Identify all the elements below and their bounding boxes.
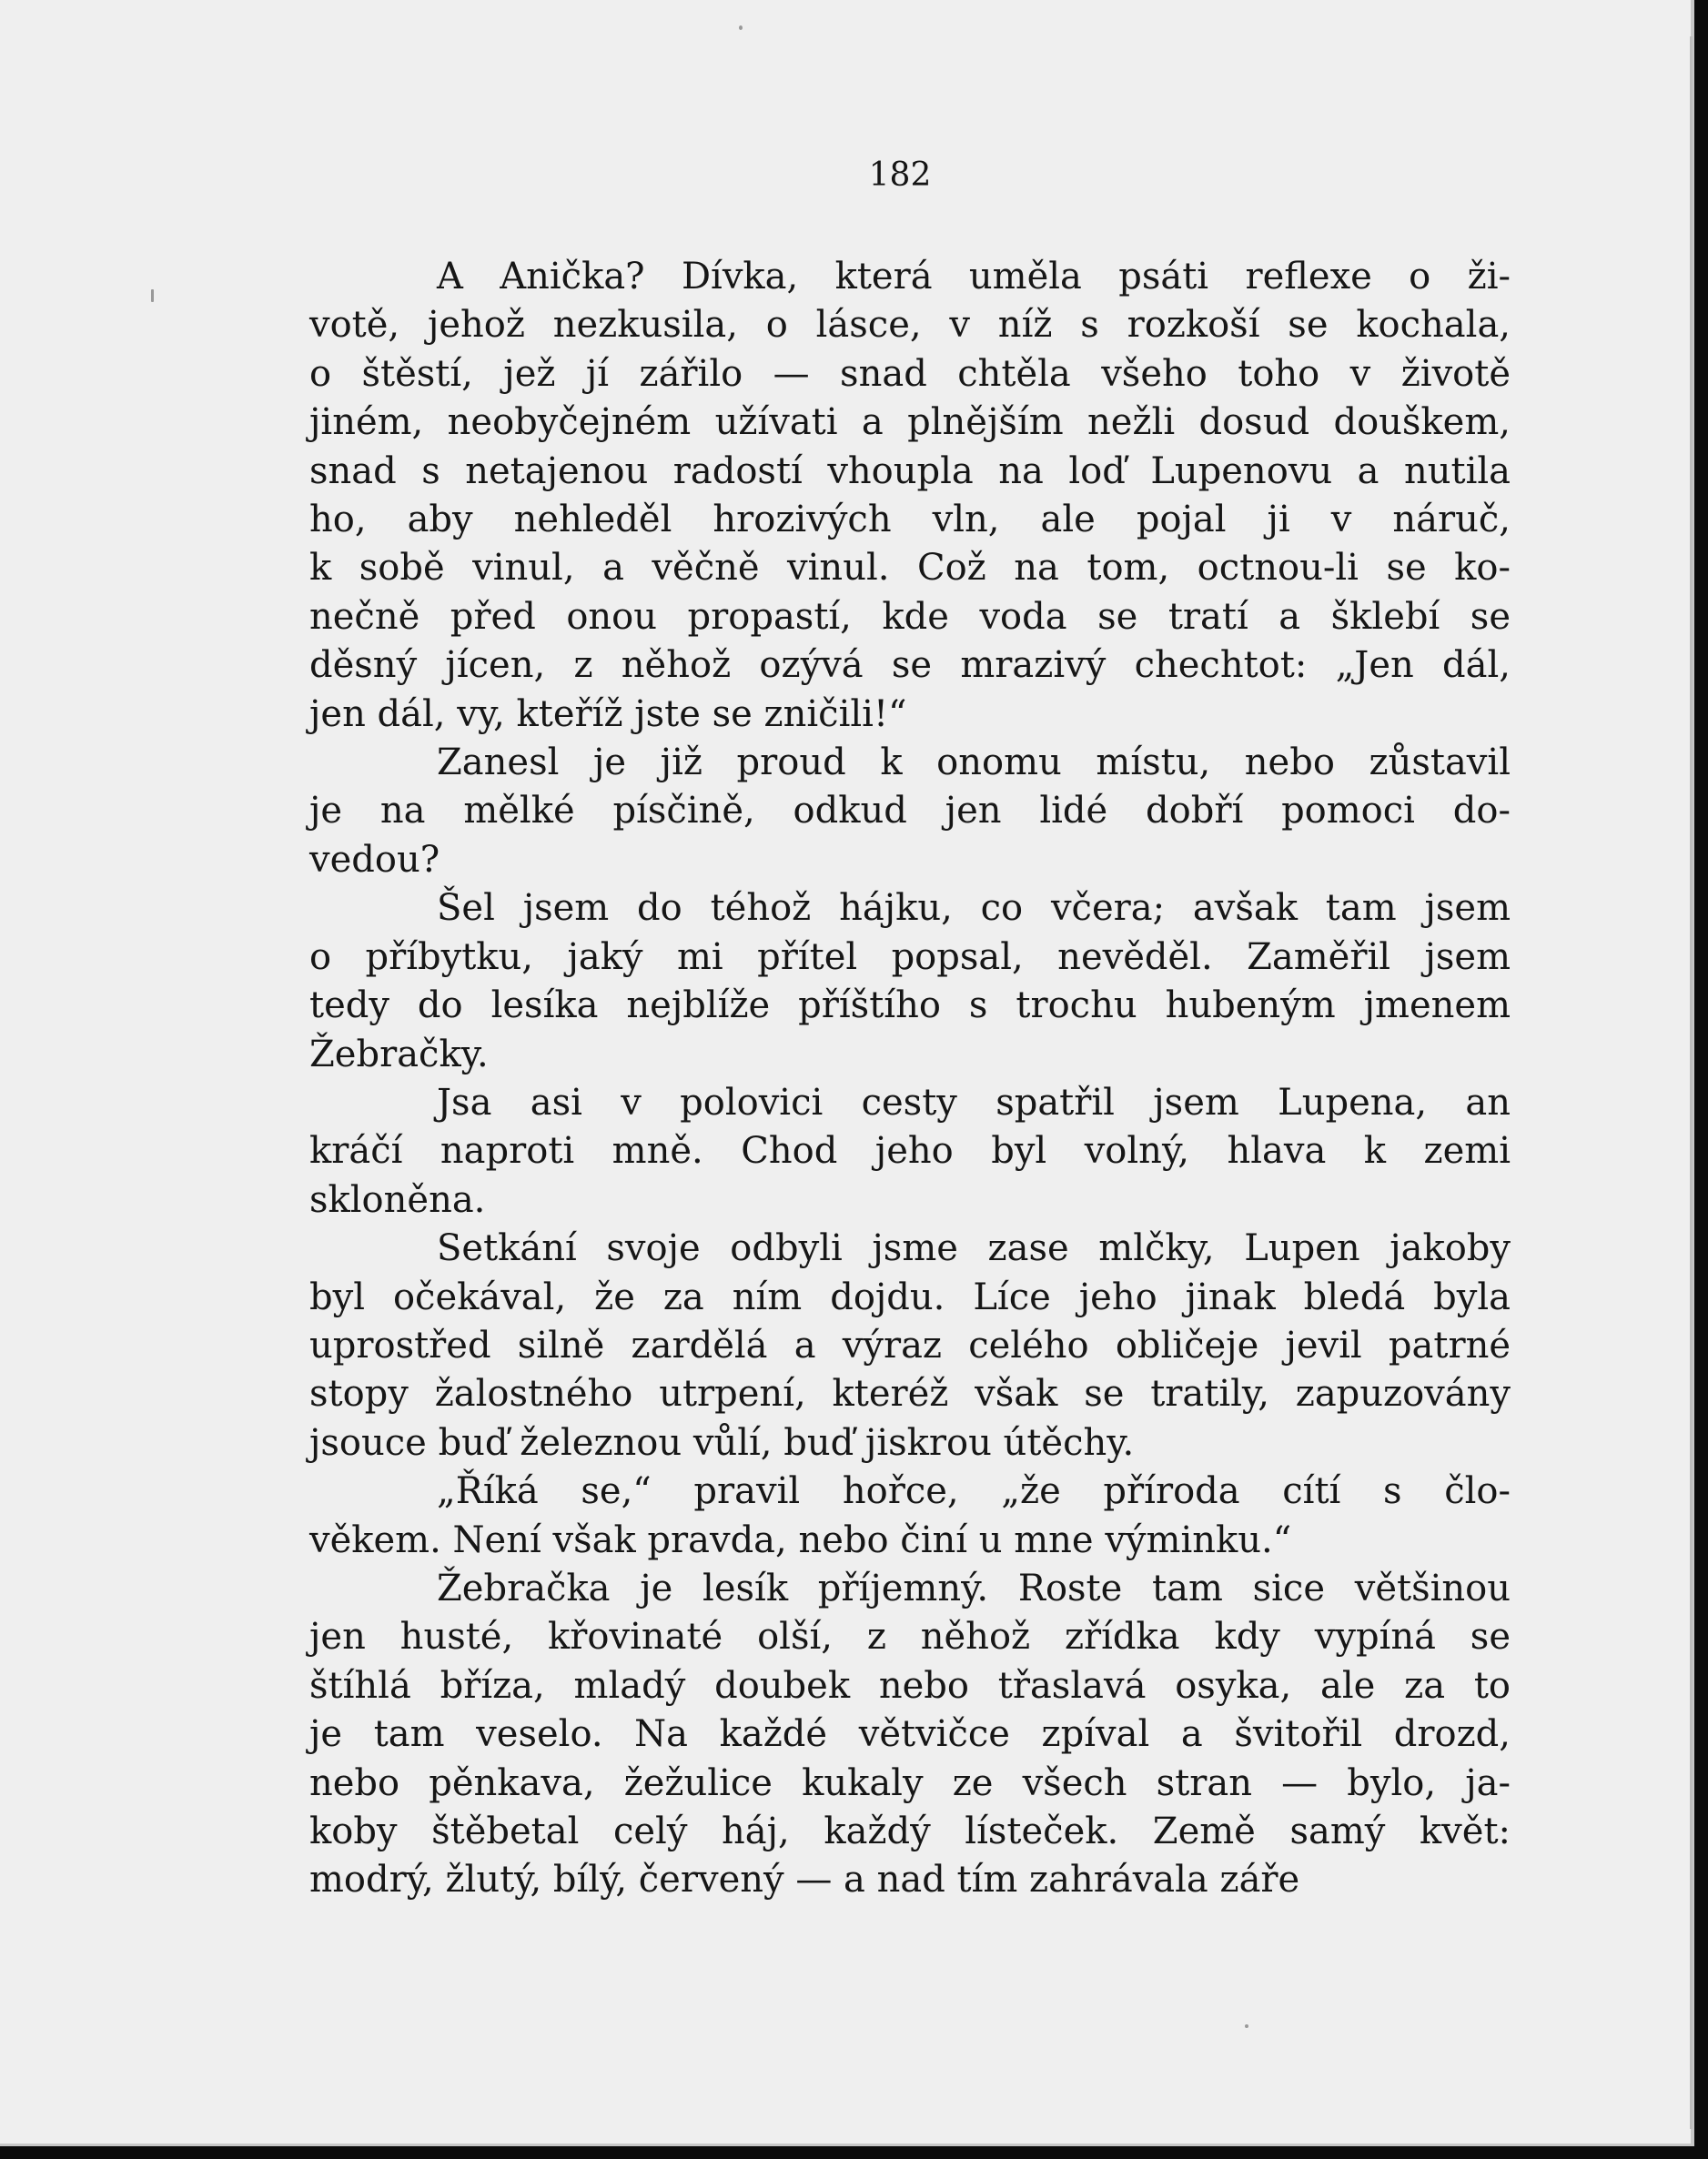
line-text: votě, jehož nezkusila, o lásce, v níž s rozkoší se kochala, xyxy=(309,304,1511,347)
line-text: jsouce buď železnou vůlí, buď jiskrou útěchy. xyxy=(309,1421,1135,1464)
line-text: jiném, neobyčejném užívati a plnějším nežli dosud douškem, xyxy=(309,401,1511,444)
text-line xyxy=(309,1127,1511,1175)
line-text: je tam veselo. Na každé větvičce zpíval a švitořil drozd, xyxy=(309,1713,1511,1756)
text-line xyxy=(309,933,1511,982)
text-line xyxy=(309,982,1511,1030)
line-text: Žebračka je lesík příjemný. Roste tam sice většinou xyxy=(437,1567,1511,1609)
line-text: skloněna. xyxy=(309,1178,486,1221)
text-line xyxy=(309,1565,1511,1613)
line-text: k sobě vinul, a věčně vinul. Což na tom, octnou-li se ko- xyxy=(309,547,1511,590)
paper-speck xyxy=(1245,2024,1248,2028)
text-line xyxy=(309,593,1511,641)
paragraph xyxy=(309,1468,1511,1565)
text-line xyxy=(309,399,1511,447)
line-text: o štěstí, jež jí zářilo — snad chtěla všeho toho v životě xyxy=(309,352,1511,395)
text-line xyxy=(309,884,1511,933)
text-line xyxy=(309,739,1511,787)
text-line xyxy=(309,448,1511,496)
text-line xyxy=(309,1468,1511,1516)
text-line xyxy=(309,253,1511,301)
line-text: snad s netajenou radostí vhoupla na loď Lupenovu a nutila xyxy=(309,449,1511,492)
line-text: uprostřed silně zardělá a výraz celého obličeje jevil patrné xyxy=(309,1324,1511,1367)
text-line xyxy=(309,1079,1511,1127)
line-text: kráčí naproti mně. Chod jeho byl volný, hlava k zemi xyxy=(309,1130,1511,1173)
text-line xyxy=(309,1370,1511,1418)
line-text: nebo pěnkava, žežulice kukaly ze všech stran — bylo, ja- xyxy=(309,1761,1511,1804)
text-line xyxy=(309,787,1511,835)
line-text: o příbytku, jaký mi přítel popsal, nevěděl. Zaměřil jsem xyxy=(309,935,1511,978)
text-line xyxy=(309,1031,1511,1079)
line-text: ho, aby nehleděl hrozivých vln, ale pojal ji v náruč, xyxy=(309,499,1511,541)
page-number: 182 xyxy=(868,156,932,194)
line-text: vedou? xyxy=(309,838,440,881)
text-line xyxy=(309,350,1511,399)
text-line xyxy=(309,1710,1511,1759)
paper-speck xyxy=(1690,36,1693,2129)
text-line xyxy=(309,1808,1511,1856)
line-text: koby štěbetal celý háj, každý lísteček. Země samý květ: xyxy=(309,1811,1511,1852)
paragraph xyxy=(309,1225,1511,1468)
text-line xyxy=(309,641,1511,690)
text-line xyxy=(309,1517,1511,1565)
line-text: stopy žalostného utrpení, kteréž však se tratily, zapuzovány xyxy=(309,1373,1511,1416)
text-line xyxy=(309,1322,1511,1370)
line-text: Jsa asi v polovici cesty spatřil jsem Lupena, an xyxy=(437,1081,1511,1124)
text-line xyxy=(309,691,1511,739)
line-text: Zanesl je již proud k onomu místu, nebo zůstavil xyxy=(437,742,1511,784)
text-line xyxy=(309,1274,1511,1322)
paragraph xyxy=(309,884,1511,1079)
text-line xyxy=(309,1176,1511,1225)
paragraph xyxy=(309,1079,1511,1225)
line-text: „Říká se,“ pravil hořce, „že příroda cítí s člo- xyxy=(437,1470,1511,1513)
paragraph xyxy=(309,739,1511,884)
line-text: Šel jsem do téhož hájku, co včera; avšak tam jsem xyxy=(437,887,1511,930)
text-line xyxy=(309,1856,1511,1904)
text-line xyxy=(309,1613,1511,1661)
text-line xyxy=(309,1662,1511,1710)
text-line xyxy=(309,836,1511,884)
line-text: Setkání svoje odbyli jsme zase mlčky, Lupen jakoby xyxy=(437,1227,1511,1270)
line-text: nečně před onou propastí, kde voda se tratí a šklebí se xyxy=(309,595,1511,638)
line-text: modrý, žlutý, bílý, červený — a nad tím zahrávala záře xyxy=(309,1859,1300,1902)
text-line xyxy=(309,1760,1511,1808)
text-line xyxy=(309,496,1511,544)
line-text: jen husté, křovinaté olší, z něhož zřídka kdy vypíná se xyxy=(309,1616,1511,1659)
line-text: Žebračky. xyxy=(309,1033,489,1075)
body-text xyxy=(309,253,1511,1905)
line-text: jen dál, vy, kteříž jste se zničili!“ xyxy=(309,692,907,735)
line-text: byl očekával, že za ním dojdu. Líce jeho jinak bledá byla xyxy=(309,1276,1511,1318)
line-text: děsný jícen, z něhož ozývá se mrazivý chechtot: „Jen dál, xyxy=(309,644,1511,687)
text-line xyxy=(309,301,1511,349)
text-line xyxy=(309,1225,1511,1273)
line-text: věkem. Není však pravda, nebo činí u mne výminku.“ xyxy=(309,1518,1292,1561)
text-line xyxy=(309,1419,1511,1468)
paper-speck xyxy=(739,25,743,30)
line-text: je na mělké písčině, odkud jen lidé dobří pomoci do- xyxy=(309,790,1511,832)
paper-speck xyxy=(151,289,154,302)
paragraph xyxy=(309,253,1511,739)
line-text: A Anička? Dívka, která uměla psáti reflexe o ži- xyxy=(437,256,1511,298)
paragraph xyxy=(309,1565,1511,1905)
text-line xyxy=(309,544,1511,592)
line-text: štíhlá bříza, mladý doubek nebo třaslavá osyka, ale za to xyxy=(309,1664,1511,1707)
line-text: tedy do lesíka nejblíže příštího s trochu hubeným jmenem xyxy=(309,984,1511,1027)
